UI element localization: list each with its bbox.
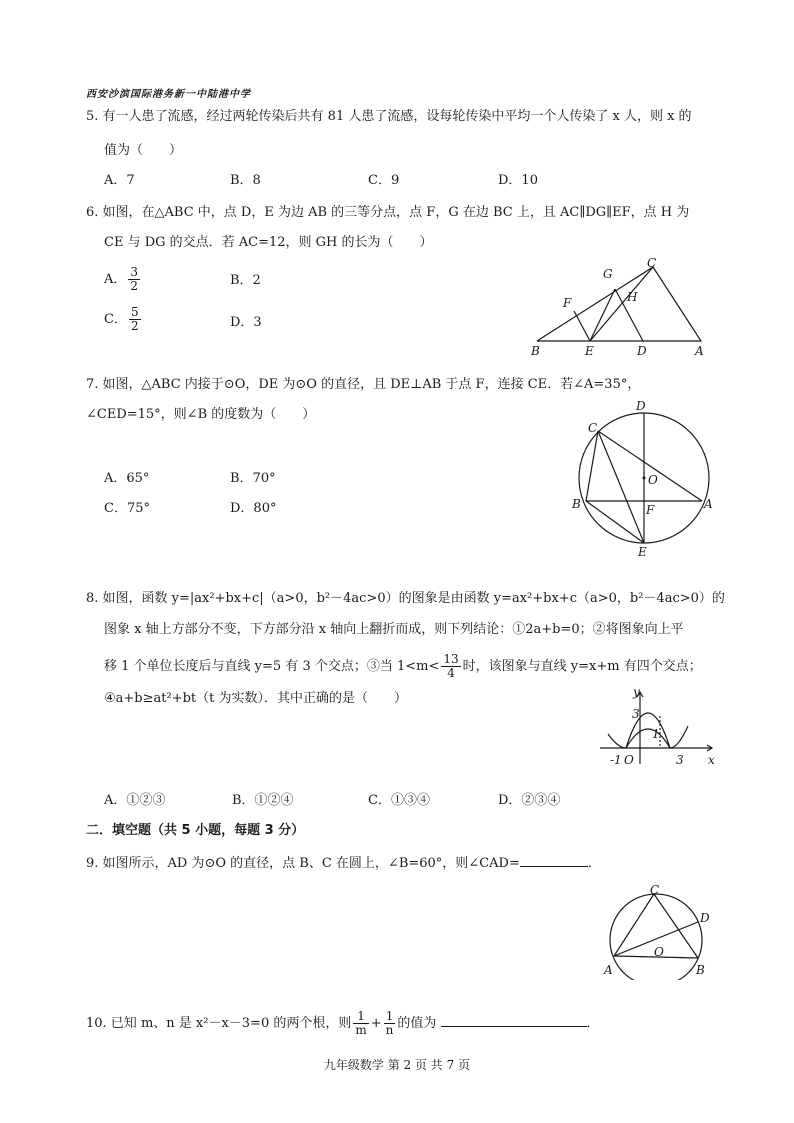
q7-label-e: E: [638, 545, 647, 558]
q8-fraction-13-4: $\frac{13}{4}$: [443, 652, 459, 680]
q7-chord-ca: [598, 431, 702, 501]
q6-label-a: A: [695, 344, 704, 358]
q5-option-a[interactable]: A．7: [104, 173, 135, 188]
page-footer: 九年级数学 第 2 页 共 7 页: [323, 1058, 471, 1072]
q7-option-d[interactable]: D．80°: [230, 501, 277, 516]
q8-label-x: x: [708, 753, 715, 767]
q7-option-a[interactable]: A．65°: [104, 471, 150, 486]
q7-label-f: F: [646, 503, 655, 517]
q7-label-b: B: [572, 497, 581, 511]
q5-option-c[interactable]: C．9: [368, 173, 400, 188]
q10-fraction-1-m: $\frac{1}{m}$: [355, 1009, 367, 1037]
q7-line1: 7. 如图，△ABC 内接于⊙O，DE 为⊙O 的直径，且 DE⊥AB 于点 F，连接 CE．若∠A=35°，: [86, 377, 641, 392]
q6-option-c-label: C．: [104, 312, 127, 327]
q7-option-c[interactable]: C．75°: [104, 501, 150, 516]
q7-circle-figure: [568, 398, 718, 558]
q6-line-dg-alt: [590, 289, 615, 341]
q8-label-1: 1: [652, 727, 660, 741]
q10-answer-blank[interactable]: [441, 1012, 587, 1027]
q7-label-c: C: [588, 421, 598, 435]
q6-label-h: H: [627, 290, 638, 304]
q6-line2: CE 与 DG 的交点．若 AC=12，则 GH 的长为（ ）: [104, 235, 433, 250]
q6-line1: 6. 如图，在△ABC 中，点 D，E 为边 AB 的三等分点，点 F，G 在边 BC 上，且 AC∥DG∥EF，点 H 为: [86, 205, 690, 220]
q6-option-c-fraction: $\frac{5}{2}$: [130, 305, 139, 333]
q6-option-d[interactable]: D．3: [230, 315, 262, 330]
q6-option-a-label: A．: [104, 272, 127, 287]
q9-line: 9. 如图所示，AD 为⊙O 的直径，点 B、C 在圆上，∠B=60°，则∠CAD= ．: [86, 852, 601, 873]
section-fill-in-title: 二．填空题（共 5 小题，每题 3 分）: [86, 823, 305, 838]
q7-chord-cb: [586, 431, 598, 501]
q8-label-neg1: -1: [610, 753, 622, 767]
q8-label-o: O: [624, 753, 634, 767]
q9-chord-ac: [614, 894, 654, 956]
q8-graph-figure: [596, 686, 718, 768]
q5-option-b[interactable]: B．8: [230, 173, 261, 188]
q8-option-c[interactable]: C．①③④: [368, 793, 430, 808]
q8-line3: 移 1 个单位长度后与直线 y=5 有 3 个交点；③当 1<m< $\frac{13}{4}$ 时，该图象与直线 y=x+m 有四个交点；: [104, 652, 702, 680]
q8-line2: 图象 x 轴上方部分不变，下方部分沿 x 轴向上翻折而成，则下列结论：①2a+b=0；②将图象向上平: [104, 622, 684, 637]
q9-label-a: A: [604, 963, 613, 977]
q6-option-c[interactable]: [104, 306, 143, 333]
q8-option-d[interactable]: D．②③④: [498, 793, 561, 808]
q6-label-f: F: [563, 296, 572, 310]
q7-label-o: O: [648, 473, 658, 487]
q7-option-b[interactable]: B．70°: [230, 471, 276, 486]
q7-label-a: A: [704, 497, 713, 511]
q5-option-d[interactable]: D．10: [498, 173, 538, 188]
q8-option-b[interactable]: B．①②④: [232, 793, 294, 808]
q9-circle-o: [610, 894, 702, 980]
q8-line1: 8. 如图，函数 y=|ax²+bx+c|（a>0，b²－4ac>0）的图象是由函数 y=ax²+bx+c（a>0，b²－4ac>0）的: [86, 591, 725, 606]
q9-label-o: O: [654, 945, 664, 959]
page-header: 西安沙滨国际港务新一中陆港中学: [86, 89, 251, 100]
q6-option-b[interactable]: B．2: [230, 273, 261, 288]
q9-answer-blank[interactable]: [520, 852, 588, 867]
q6-triangle-figure: [525, 255, 720, 360]
q6-triangle-abc: [537, 267, 701, 341]
q6-label-g: G: [603, 267, 613, 281]
q6-label-b: B: [531, 344, 540, 358]
q6-option-a-fraction: $\frac{3}{2}$: [130, 265, 139, 293]
q6-label-d: D: [637, 344, 647, 358]
q6-label-c: C: [647, 256, 657, 270]
q6-option-a[interactable]: [104, 266, 142, 293]
q8-curve: [608, 726, 688, 748]
q9-circle-figure: [598, 884, 718, 980]
q9-label-d: D: [700, 911, 710, 925]
q10-fraction-1-n: $\frac{1}{n}$: [385, 1009, 394, 1037]
q7-center-dot: [643, 477, 646, 480]
q8-label-3: 3: [632, 707, 640, 721]
q9-label-b: B: [696, 963, 705, 977]
q10-line: 10. 已知 m、n 是 x²－x－3=0 的两个根，则 $\frac{1}{m}$ + $\frac{1}{n}$ 的值为 ．: [86, 1009, 600, 1037]
q6-line-ce: [590, 267, 653, 341]
q6-line-ef: [574, 311, 590, 341]
q6-label-e: E: [585, 344, 594, 358]
q7-label-d: D: [636, 399, 646, 413]
q8-label-y: y: [633, 686, 640, 699]
q7-line2: ∠CED=15°，则∠B 的度数为（ ）: [86, 407, 316, 422]
q9-label-c: C: [650, 884, 660, 897]
q8-label-x3: 3: [676, 753, 684, 767]
q8-line4: ④a+b≥at²+bt（t 为实数）．其中正确的是（ ）: [104, 691, 407, 706]
q5-line1: 5. 有一人患了流感，经过两轮传染后共有 81 人患了流感，设每轮传染中平均一个人传染了 x 人，则 x 的: [86, 109, 692, 124]
q5-line2: 值为（ ）: [104, 143, 183, 158]
q8-option-a[interactable]: A．①②③: [104, 793, 166, 808]
